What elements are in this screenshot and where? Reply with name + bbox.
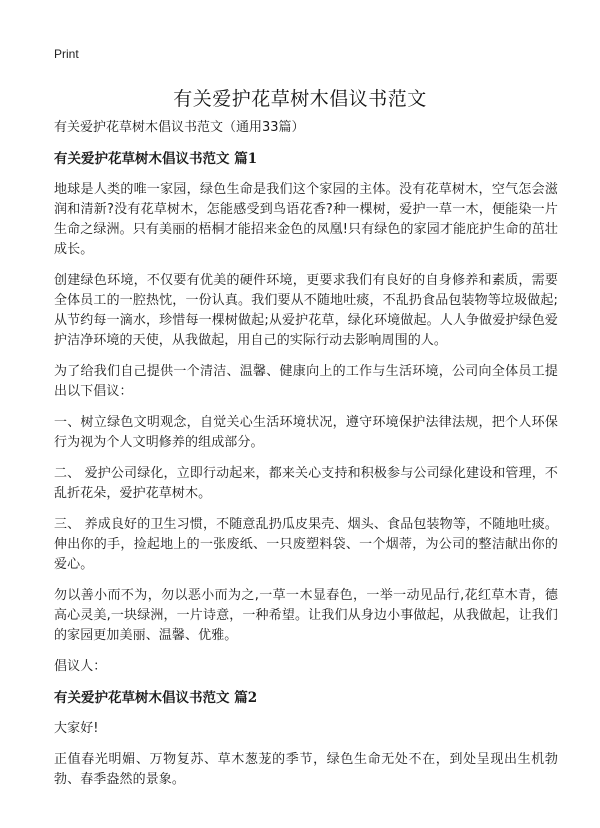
paragraph: 三、 养成良好的卫生习惯，不随意乱扔瓜皮果壳、烟头、食品包装物等，不随地吐痰。伸出你的手，捡起地上的一张废纸、一只废塑料袋、一个烟蒂，为公司的整洁献出你的爱心。: [54, 517, 558, 572]
section-heading: 有关爱护花草树木倡议书范文 篇2: [54, 690, 258, 706]
paragraph: 一、树立绿色文明观念，自觉关心生活环境状况，遵守环境保护法律法规，把个人环保行为视为个人文明修养的组成部分。: [54, 415, 558, 450]
signature-line: 倡议人：: [54, 659, 107, 674]
page-title: 有关爱护花草树木倡议书范文: [173, 88, 427, 110]
paragraph: 地球是人类的唯一家园，绿色生命是我们这个家园的主体。没有花草树木，空气怎会滋润和清新?没有花草树木，怎能感受到鸟语花香?种一棵树，爱护一草一木，便能染一片生命之绿洲。只有美丽的梧桐才能招来金色的凤凰!只有绿色的家园才能庇护生命的茁壮成长。: [54, 182, 558, 257]
section-2: [54, 688, 558, 790]
paragraph: 创建绿色环境，不仅要有优美的硬件环境，更要求我们有良好的自身修养和素质，需要全体员工的一腔热忱，一份认真。我们要从不随地吐痰，不乱扔食品包装物等垃圾做起;从节约每一滴水，珍惜每一棵树做起;从爱护花草，绿化环境做起。人人争做爱护绿色爱护洁净环境的天使，从我做起，用自己的实际行动去影响周围的人。: [54, 273, 558, 348]
paragraph: 正值春光明媚、万物复苏、草木葱茏的季节，绿色生命无处不在，到处呈现出生机勃勃、春季盎然的景象。: [54, 752, 558, 787]
paragraph: 为了给我们自己提供一个清洁、温馨、健康向上的工作与生活环境，公司向全体员工提出以下倡议：: [54, 364, 558, 399]
paragraph: 大家好!: [54, 721, 99, 736]
article-body: [54, 118, 558, 801]
section-1: [54, 149, 558, 677]
article-subtitle: 有关爱护花草树木倡议书范文（通用33篇）: [54, 120, 305, 135]
paragraph: 勿以善小而不为，勿以恶小而为之,一草一木显春色，一举一动见品行,花红草木青，德高心灵美,一块绿洲，一片诗意，一种希望。让我们从身边小事做起，从我做起，让我们的家园更加美丽、温馨、优雅。: [54, 588, 558, 643]
section-heading: 有关爱护花草树木倡议书范文 篇1: [54, 151, 258, 167]
paragraph: 二、 爱护公司绿化，立即行动起来，都来关心支持和积极参与公司绿化建设和管理，不乱折花朵，爱护花草树木。: [54, 466, 558, 501]
print-link[interactable]: Print: [54, 47, 79, 61]
